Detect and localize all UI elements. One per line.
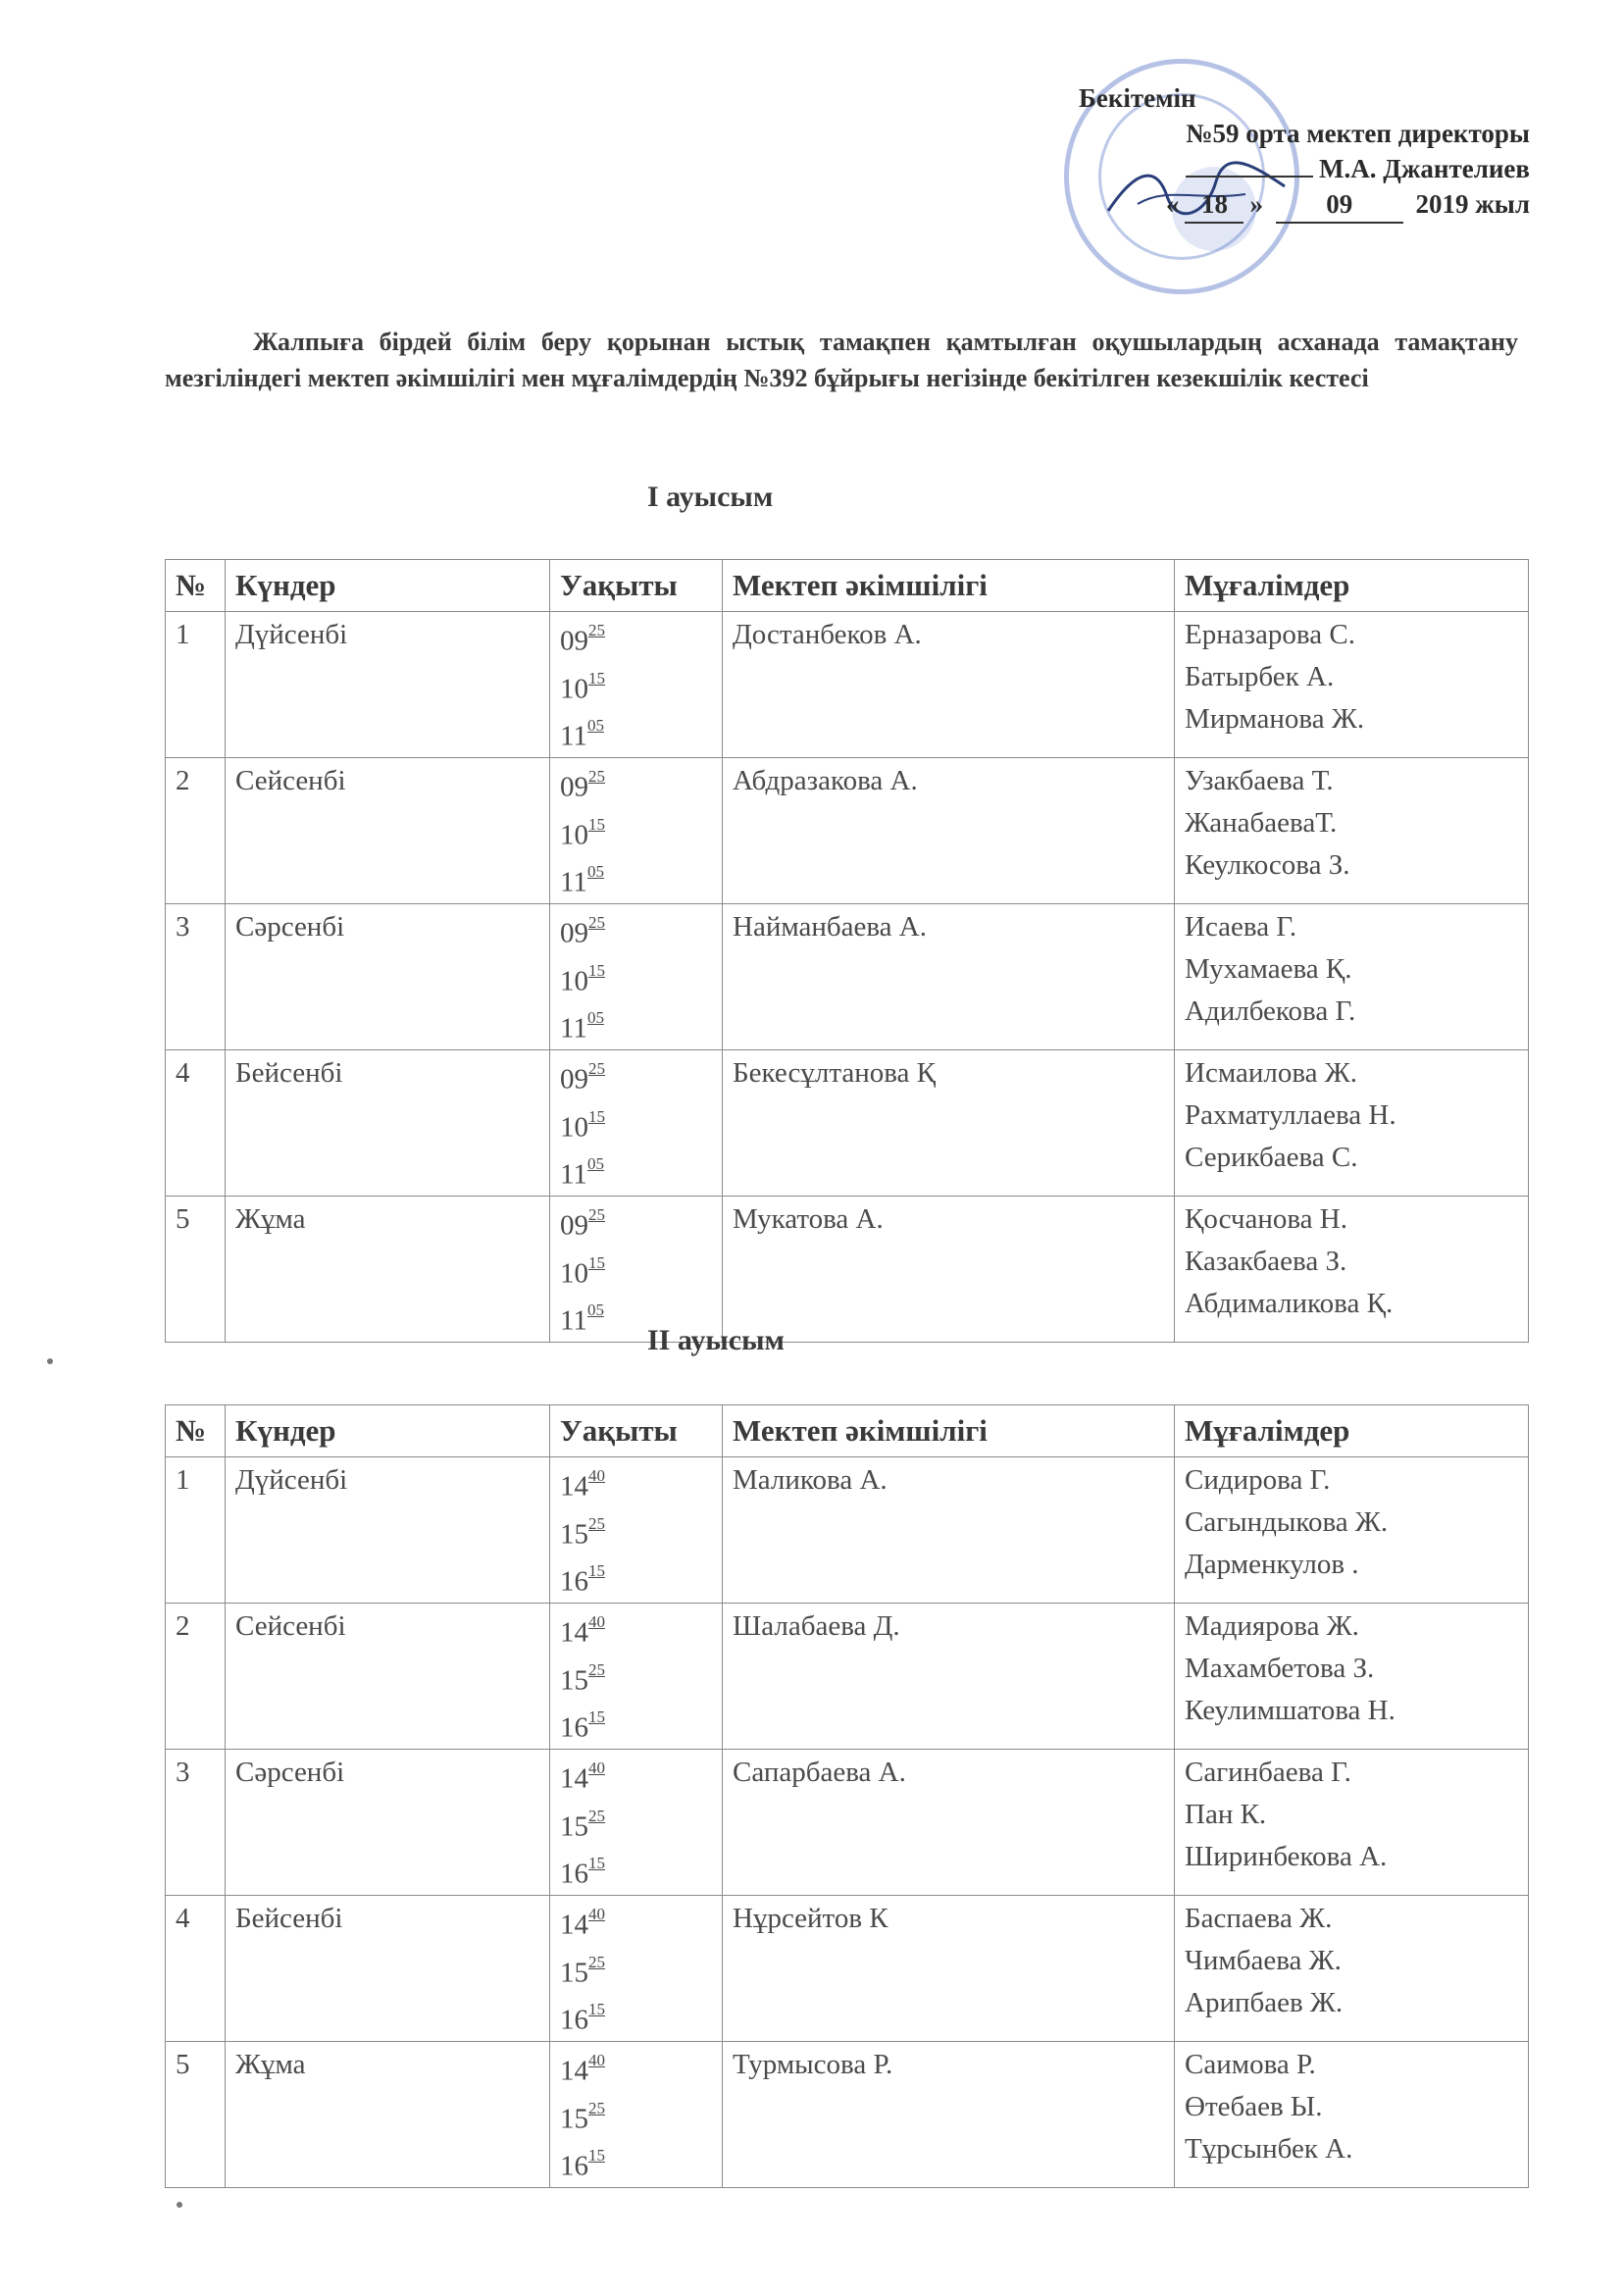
row-number: 1: [166, 1457, 226, 1604]
time-hour: 16: [560, 2150, 588, 2182]
row-teachers: [1175, 612, 1529, 758]
time-entry: [560, 1147, 712, 1196]
time-minute: 15: [588, 814, 605, 834]
time-minute: 05: [586, 862, 604, 882]
time-entry: [560, 954, 712, 1002]
row-day: Бейсенбі: [226, 1895, 550, 2041]
teacher-name: Рахматуллаева Н.: [1185, 1098, 1396, 1131]
time-entry: [560, 808, 712, 856]
header-time: Уақыты: [550, 560, 723, 612]
teacher-name: Абдималикова Қ.: [1185, 1287, 1394, 1319]
row-times: [550, 2041, 723, 2187]
row-administrator: Сапарбаева А.: [723, 1749, 1175, 1895]
teacher-name: Баспаева Ж.: [1185, 1902, 1333, 1934]
row-number: 1: [166, 612, 226, 758]
time-hour: 09: [560, 771, 588, 803]
row-times: [550, 1603, 723, 1749]
row-day: Сәрсенбі: [226, 903, 550, 1049]
time-entry: [560, 1993, 712, 2041]
row-teachers: [1175, 1603, 1529, 1749]
time-hour: 16: [560, 1711, 588, 1744]
teacher-name: Сагындыкова Ж.: [1185, 1506, 1389, 1538]
time-entry: [560, 2044, 712, 2092]
row-day: Сейсенбі: [226, 1603, 550, 1749]
row-day: Жұма: [226, 2041, 550, 2187]
time-minute: 40: [588, 1758, 605, 1777]
row-number: 5: [166, 2041, 226, 2187]
row-teachers: [1175, 1895, 1529, 2041]
approval-date-year: 2019 жыл: [1415, 189, 1530, 219]
header-number: №: [166, 1405, 226, 1457]
table-row: [166, 1196, 1529, 1342]
time-hour: 15: [560, 1664, 588, 1697]
row-number: 5: [166, 1196, 226, 1342]
scan-speck: [47, 1358, 53, 1364]
time-entry: [560, 1001, 712, 1049]
time-entry: [560, 760, 712, 808]
scan-speck: [177, 2202, 182, 2208]
teacher-name: Арипбаев Ж.: [1185, 1986, 1344, 2018]
time-hour: 16: [560, 1858, 588, 1890]
table-row: [166, 612, 1529, 758]
teacher-name: Өтебаев Ы.: [1185, 2090, 1323, 2122]
table-row: [166, 757, 1529, 903]
teacher-name: Махамбетова З.: [1185, 1652, 1375, 1684]
approval-block: [1079, 80, 1530, 224]
time-entry: [560, 709, 712, 757]
row-day: Дүйсенбі: [226, 612, 550, 758]
teacher-name: Исмаилова Ж.: [1185, 1056, 1357, 1089]
header-teachers: Мұғалімдер: [1175, 560, 1529, 612]
time-entry: [560, 1701, 712, 1749]
row-administrator: Шалабаева Д.: [723, 1603, 1175, 1749]
time-minute: 15: [588, 1708, 605, 1727]
time-entry: [560, 1507, 712, 1555]
time-hour: 10: [560, 965, 588, 997]
time-entry: [560, 1847, 712, 1895]
time-hour: 09: [560, 625, 588, 657]
time-minute: 15: [588, 668, 605, 688]
time-minute: 40: [588, 2050, 605, 2069]
row-administrator: Найманбаева А.: [723, 903, 1175, 1049]
time-minute: 40: [588, 1466, 605, 1485]
table-header-row: [166, 1405, 1529, 1457]
time-hour: 16: [560, 2004, 588, 2036]
row-number: 3: [166, 903, 226, 1049]
document-intro: Жалпыға бірдей білім беру қорынан ыстық тамақпен қамтылған оқушылардың асханада тамақтану мезгіліндегі мектеп әкімшілігі мен мұғалімдердің №392 бұйрығы негізінде бекітілген кезекшілік кестесі: [165, 328, 1518, 392]
teacher-name: Пан К.: [1185, 1798, 1267, 1830]
teacher-name: Тұрсынбек А.: [1185, 2132, 1353, 2165]
header-administration: Мектеп әкімшілігі: [723, 560, 1175, 612]
time-hour: 15: [560, 1518, 588, 1551]
time-hour: 09: [560, 917, 588, 949]
row-administrator: Турмысова Р.: [723, 2041, 1175, 2187]
row-day: Бейсенбі: [226, 1049, 550, 1196]
header-days: Күндер: [226, 1405, 550, 1457]
row-times: [550, 903, 723, 1049]
row-number: 2: [166, 757, 226, 903]
table-row: [166, 1603, 1529, 1749]
time-hour: 10: [560, 673, 588, 705]
teacher-name: Серикбаева С.: [1185, 1141, 1358, 1173]
table-row: [166, 1049, 1529, 1196]
row-times: [550, 1895, 723, 2041]
teacher-name: Кеулкосова З.: [1185, 848, 1350, 881]
row-day: Сәрсенбі: [226, 1749, 550, 1895]
row-administrator: Бекесұлтанова Қ: [723, 1049, 1175, 1196]
teacher-name: Адилбекова Г.: [1185, 994, 1356, 1027]
time-minute: 05: [586, 716, 604, 736]
header-administration: Мектеп әкімшілігі: [723, 1405, 1175, 1457]
time-hour: 15: [560, 2103, 588, 2135]
header-teachers: Мұғалімдер: [1175, 1405, 1529, 1457]
time-entry: [560, 1654, 712, 1702]
time-minute: 15: [588, 2146, 605, 2166]
time-minute: 40: [588, 1904, 605, 1923]
time-hour: 16: [560, 1565, 588, 1598]
teacher-name: Мирманова Ж.: [1185, 703, 1365, 735]
time-hour: 15: [560, 1957, 588, 1989]
time-entry: [560, 906, 712, 954]
teacher-name: Дарменкулов .: [1185, 1549, 1359, 1580]
teacher-name: Қосчанова Н.: [1185, 1202, 1347, 1235]
time-entry: [560, 2092, 712, 2140]
row-teachers: [1175, 903, 1529, 1049]
time-minute: 40: [588, 1611, 605, 1631]
time-minute: 15: [588, 1252, 605, 1272]
time-entry: [560, 1606, 712, 1654]
time-minute: 25: [588, 1058, 605, 1078]
teacher-name: Сагинбаева Г.: [1185, 1756, 1351, 1788]
row-administrator: Мукатова А.: [723, 1196, 1175, 1342]
teacher-name: Батырбек А.: [1185, 661, 1335, 692]
time-hour: 11: [560, 1012, 587, 1045]
header-days: Күндер: [226, 560, 550, 612]
approval-director-name: М.А. Джантелиев: [1079, 151, 1530, 186]
time-minute: 15: [588, 960, 605, 980]
time-entry: [560, 1100, 712, 1148]
row-teachers: [1175, 1049, 1529, 1196]
time-minute: 15: [588, 1854, 605, 1873]
row-number: 4: [166, 1049, 226, 1196]
time-minute: 15: [588, 1106, 605, 1126]
shift1-title: I ауысым: [647, 481, 774, 513]
header-number: №: [166, 560, 226, 612]
teacher-name: Мухамаева Қ.: [1185, 952, 1352, 985]
row-times: [550, 1196, 723, 1342]
time-hour: 14: [560, 1909, 588, 1941]
teacher-name: Исаева Г.: [1185, 910, 1297, 943]
teacher-name: Ширинбекова А.: [1185, 1840, 1388, 1872]
time-hour: 10: [560, 1111, 588, 1144]
time-entry: [560, 1459, 712, 1507]
row-administrator: Достанбеков А.: [723, 612, 1175, 758]
time-hour: 09: [560, 1063, 588, 1096]
time-minute: 25: [588, 1806, 605, 1825]
table-row: [166, 903, 1529, 1049]
time-entry: [560, 1946, 712, 1994]
time-entry: [560, 614, 712, 662]
time-entry: [560, 662, 712, 710]
row-teachers: [1175, 1196, 1529, 1342]
time-minute: 05: [586, 1154, 604, 1174]
table-row: [166, 1457, 1529, 1604]
time-entry: [560, 1752, 712, 1800]
row-times: [550, 757, 723, 903]
approval-position: №59 орта мектеп директоры: [1186, 119, 1530, 148]
time-hour: 11: [560, 866, 587, 898]
table-row: [166, 1749, 1529, 1895]
approval-date-day: 18: [1185, 186, 1243, 224]
row-administrator: Нұрсейтов К: [723, 1895, 1175, 2041]
time-entry: [560, 855, 712, 903]
time-entry: [560, 2139, 712, 2187]
row-day: Сейсенбі: [226, 757, 550, 903]
row-number: 4: [166, 1895, 226, 2041]
row-teachers: [1175, 1457, 1529, 1604]
teacher-name: Ерназарова С.: [1185, 619, 1355, 650]
time-minute: 15: [588, 2000, 605, 2019]
time-minute: 25: [588, 1513, 605, 1533]
teacher-name: Сидирова Г.: [1185, 1464, 1331, 1496]
teacher-name: ЖанабаеваТ.: [1185, 806, 1338, 839]
time-minute: 25: [588, 621, 605, 639]
table-row: [166, 2041, 1529, 2187]
teacher-name: Чимбаева Ж.: [1185, 1944, 1342, 1976]
time-hour: 10: [560, 819, 588, 851]
row-times: [550, 1049, 723, 1196]
teacher-name: Мадиярова Ж.: [1185, 1609, 1359, 1642]
row-day: Дүйсенбі: [226, 1457, 550, 1604]
teacher-name: Саимова Р.: [1185, 2048, 1316, 2080]
time-minute: 25: [588, 1204, 605, 1224]
time-minute: 25: [588, 2098, 605, 2117]
time-hour: 14: [560, 2055, 588, 2087]
time-hour: 11: [560, 1158, 587, 1191]
time-hour: 14: [560, 1762, 588, 1795]
approval-date-month: 09: [1276, 186, 1403, 224]
row-times: [550, 612, 723, 758]
header-time: Уақыты: [550, 1405, 723, 1457]
teacher-name: Узакбаева Т.: [1185, 764, 1334, 796]
teacher-name: Казакбаева З.: [1185, 1245, 1347, 1277]
time-hour: 15: [560, 1810, 588, 1843]
time-minute: 15: [588, 1561, 605, 1581]
time-hour: 09: [560, 1209, 588, 1242]
shift2-title: II ауысым: [647, 1324, 785, 1356]
time-entry: [560, 1555, 712, 1603]
time-entry: [560, 1052, 712, 1100]
time-hour: 11: [560, 720, 587, 752]
row-teachers: [1175, 757, 1529, 903]
time-minute: 05: [586, 1008, 604, 1028]
row-times: [550, 1457, 723, 1604]
time-entry: [560, 1247, 712, 1295]
approval-date: « 18 » 09 2019 жыл: [1079, 186, 1530, 224]
time-hour: 14: [560, 1616, 588, 1649]
time-entry: [560, 1800, 712, 1848]
shift1-table: [165, 559, 1529, 1343]
table-row: [166, 1895, 1529, 2041]
time-hour: 14: [560, 1470, 588, 1503]
shift2-table: [165, 1404, 1529, 2188]
row-administrator: Абдразакова А.: [723, 757, 1175, 903]
row-number: 3: [166, 1749, 226, 1895]
row-number: 2: [166, 1603, 226, 1749]
approval-title: Бекітемін: [1079, 83, 1196, 113]
time-entry: [560, 1198, 712, 1247]
row-times: [550, 1749, 723, 1895]
row-day: Жұма: [226, 1196, 550, 1342]
row-administrator: Маликова А.: [723, 1457, 1175, 1604]
time-hour: 10: [560, 1257, 588, 1290]
row-teachers: [1175, 1749, 1529, 1895]
table-header-row: [166, 560, 1529, 612]
time-minute: 05: [586, 1300, 604, 1320]
teacher-name: Кеулимшатова Н.: [1185, 1694, 1396, 1726]
time-minute: 25: [588, 1952, 605, 1971]
time-minute: 25: [588, 766, 605, 786]
time-hour: 11: [560, 1304, 587, 1337]
row-teachers: [1175, 2041, 1529, 2187]
time-minute: 25: [588, 912, 605, 932]
time-entry: [560, 1898, 712, 1946]
time-minute: 25: [588, 1659, 605, 1679]
